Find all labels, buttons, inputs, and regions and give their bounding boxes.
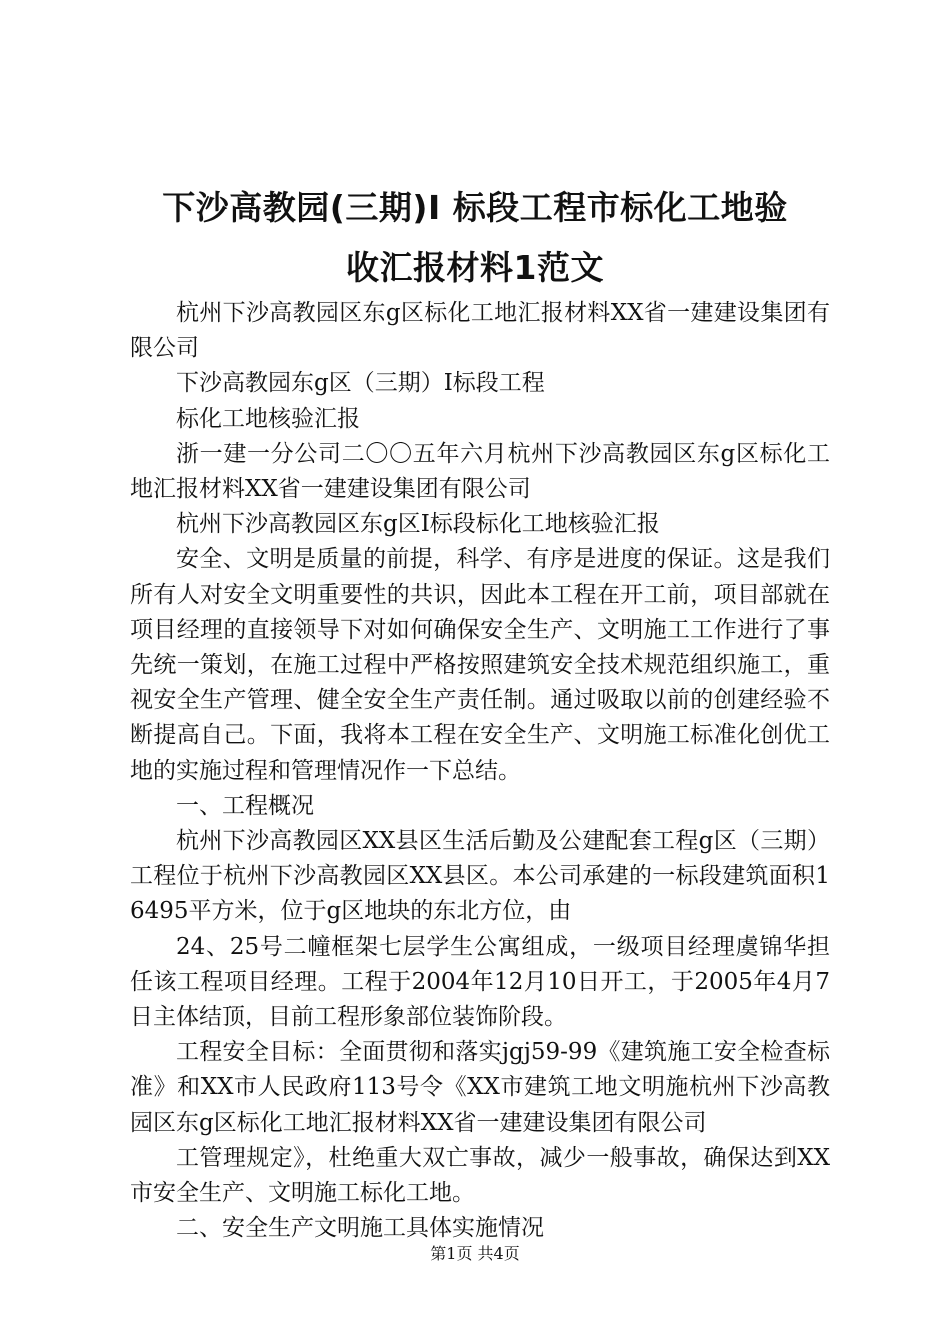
section-heading: 一、工程概况 xyxy=(176,792,314,819)
document-title-line-2: 收汇报材料1范文 xyxy=(346,248,604,287)
section-heading: 二、安全生产文明施工具体实施情况 xyxy=(176,1215,544,1242)
paragraph: 杭州下沙高教园区东g区标化工地汇报材料XX省一建建设集团有限公司 xyxy=(130,300,830,362)
paragraph: 下沙高教园东g区（三期）Ⅰ标段工程 xyxy=(176,370,545,397)
paragraph: 标化工地核验汇报 xyxy=(176,405,360,432)
paragraph: 安全、文明是质量的前提，科学、有序是进度的保证。这是我们所有人对安全文明重要性的共识，因此本工程在开工前，项目部就在项目经理的直接领导下对如何确保安全生产、文明施工工作进行了事先统一策划，在施工过程中严格按照建筑安全技术规范组织施工，重视安全生产管理、健全安全生产责任制。通过吸取以前的创建经验不断提高自己。下面，我将本工程在安全生产、文明施工标准化创优工地的实施过程和管理情况作一下总结。 xyxy=(130,546,830,784)
page-number-footer: 第1页 共4页 xyxy=(430,1244,520,1263)
paragraph: 杭州下沙高教园区东g区Ⅰ标段标化工地核验汇报 xyxy=(176,511,660,538)
paragraph: 浙一建一分公司二〇〇五年六月杭州下沙高教园区东g区标化工地汇报材料XX省一建建设集团有限公司 xyxy=(130,440,830,503)
document-body xyxy=(130,296,830,1246)
paragraph: 杭州下沙高教园区XX县区生活后勤及公建配套工程g区（三期）工程位于杭州下沙高教园区XX县区。本公司承建的一标段建筑面积16495平方米，位于g区地块的东北方位，由 xyxy=(130,828,830,925)
paragraph: 24、25号二幢框架七层学生公寓组成，一级项目经理虞锦华担任该工程项目经理。工程于2004年12月10日开工，于2005年4月7日主体结顶，目前工程形象部位装饰阶段。 xyxy=(130,933,830,1031)
paragraph: 工程安全目标：全面贯彻和落实jgj59-99《建筑施工安全检查标准》和XX市人民政府113号令《XX市建筑工地文明施杭州下沙高教园区东g区标化工地汇报材料XX省一建建设集团有限公司 xyxy=(130,1039,830,1136)
document-title-line-1: 下沙高教园(三期)Ⅰ 标段工程市标化工地验 xyxy=(162,188,788,227)
paragraph: 工管理规定》，杜绝重大双亡事故，减少一般事故，确保达到XX市安全生产、文明施工标化工地。 xyxy=(130,1144,830,1207)
